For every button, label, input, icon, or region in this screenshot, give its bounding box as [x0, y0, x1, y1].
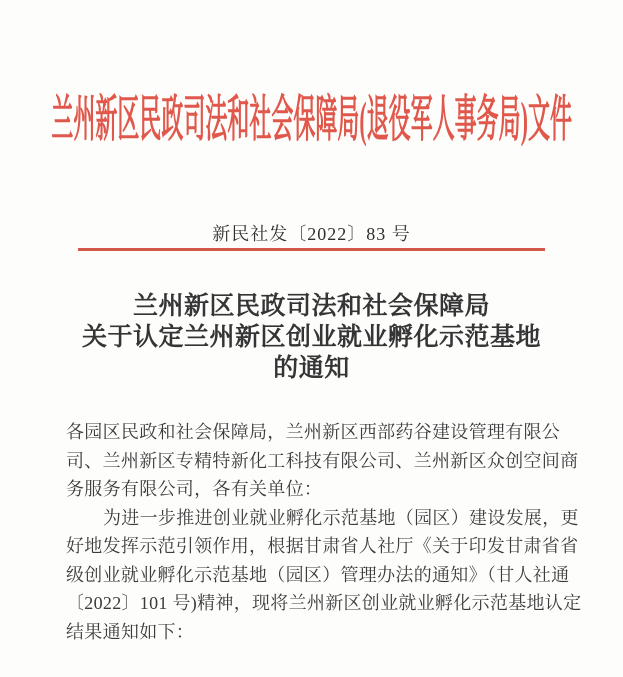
red-divider-line [78, 248, 545, 251]
letterhead-org-title: 兰州新区民政司法和社会保障局(退役军人事务局)文件 [51, 91, 572, 147]
document-title-line-1: 兰州新区民政司法和社会保障局 [132, 293, 490, 320]
document-title [0, 291, 623, 384]
document-number: 新民社发〔2022〕83 号 [212, 224, 411, 244]
paragraph-line: 〔2022〕101 号)精神，现将兰州新区创业就业孵化示范基地认定 [66, 593, 582, 613]
paragraph-line: 结果通知如下： [66, 621, 195, 642]
salutation-line: 司、兰州新区专精特新化工科技有限公司、兰州新区众创空间商 [66, 450, 579, 471]
paragraph-line: 为进一步推进创业就业孵化示范基地（园区）建设发展，更 [103, 507, 579, 528]
letterhead-banner [0, 88, 623, 150]
paragraph-line: 级创业就业孵化示范基地（园区）管理办法的通知》（甘人社通 [66, 564, 570, 585]
document-title-line-2: 关于认定兰州新区创业就业孵化示范基地 [81, 324, 541, 351]
salutation-line: 各园区民政和社会保障局，兰州新区西部药谷建设管理有限公 [66, 422, 561, 442]
document-body [66, 418, 582, 646]
document-title-line-3: 的通知 [273, 355, 350, 382]
salutation-line: 务服务有限公司，各有关单位： [66, 479, 323, 499]
paragraph-line: 好地发挥示范引领作用，根据甘肃省人社厅《关于印发甘肃省省 [66, 536, 579, 556]
